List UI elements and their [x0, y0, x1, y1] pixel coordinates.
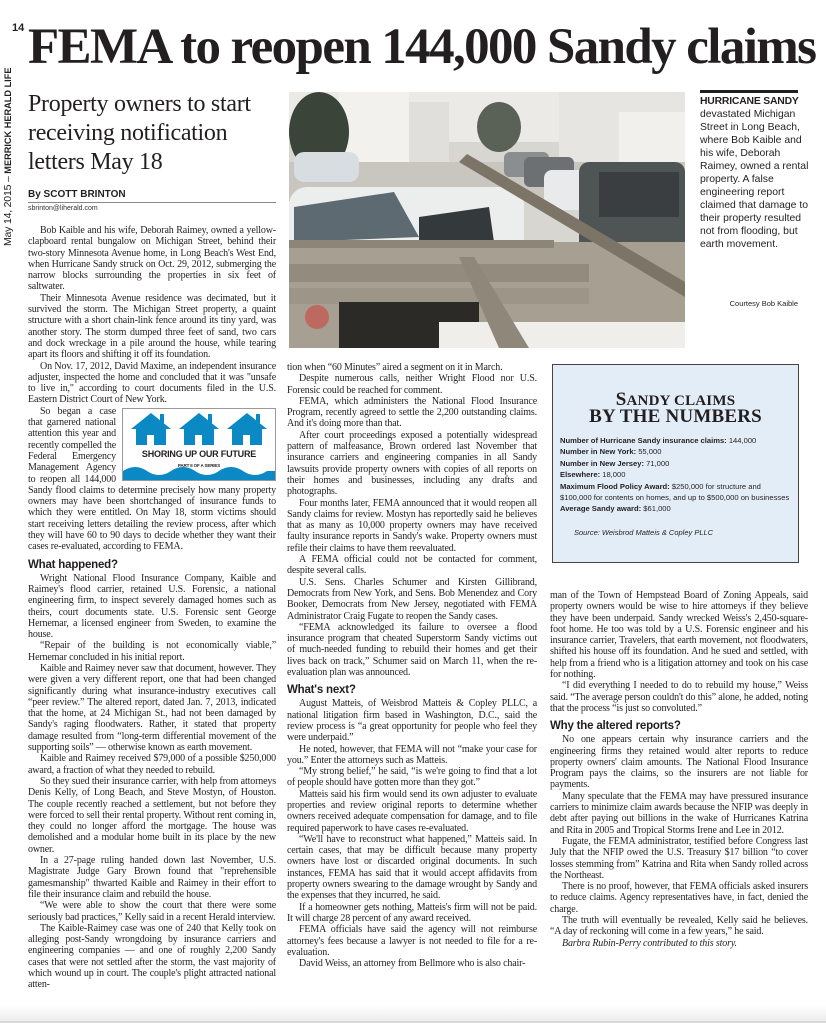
paragraph: Wright National Flood Insurance Company, Kaible and Raimey's flood carrier, retained U.S. Forensic, a national engineering firm, to inspect severely damaged homes such as theirs, court documents state. U.S. Forensic sent George Hernemar, a licensed engineer from Sweden, to examine the house. — [28, 572, 276, 641]
series-logo-title: SHORING UP OUR FUTURE — [141, 448, 257, 459]
byline: By SCOTT BRINTON — [28, 189, 276, 203]
factbox-title: SANDY CLAIMS BY THE NUMBERS — [589, 389, 762, 427]
factbox-list — [560, 435, 792, 515]
paragraph: There is no proof, however, that FEMA officials asked insurers to reduce claims. Agency representatives have, in fact, denied the charge. — [550, 881, 808, 915]
paragraph: David Weiss, an attorney from Bellmore who is also chair- — [299, 958, 526, 970]
paragraph: man of the Town of Hempstead Board of Zoning Appeals, said property owners would be wise to hire attorneys if they believe they have been underpaid. Sandy wrecked Weiss's 2,450-square-foot home. He too was told by a U.S. Forensic engineer and his insurance carrier, Travelers, that earth movement, not floodwaters, shifted his house off its foundation. And he sued and settled, with help from a friend who is a litigation attorney and took on his case for nothing. — [550, 590, 808, 681]
folio-publication: MERRICK HERALD LIFE — [3, 67, 13, 174]
paragraph: Kaible and Raimey never saw that document, however. They were given a very different report, one that had been changed significantly during what insurance-industry executives call “peer review.” The altered report, dated Jan. 7, 2013, indicated that the home, at 24 Michigan St., had not been damaged by Sandy's raging floodwaters. Rather, it stated that property damage resulted from “long-term differential movement of the supporting soils” — otherwise known as earth movement. — [28, 662, 276, 754]
paragraph: So began a case that garnered national attention this year and recently compelled the Federal Emergency Management Agency to reopen all 144,000 Sandy flood claims to determine precisely how many property owners may have been shortchanged of insurance funds to which they were entitled. On May 18, storm victims should start receiving letters detailing the review process, after which they will have 60 to 90 days to decide whether they want their cases re-evaluated, according to FEMA. — [28, 405, 276, 553]
section-heading: What happened? — [28, 558, 118, 571]
page-number: 14 — [12, 22, 25, 34]
paragraph: tion when “60 Minutes” aired a segment on it in March. — [287, 362, 503, 373]
paragraph: “FEMA acknowledged its failure to oversee a flood insurance program that cheated Superstorm Sandy victims out of much-needed funding to rebuild their homes and get their lives back on track,” Schumer said on March 11, when the re-evaluation plan was announced. — [287, 621, 537, 679]
caption-rule — [700, 90, 798, 93]
sandy-claims-factbox — [552, 364, 799, 563]
subheadline: Property owners to start receiving notification letters May 18 — [28, 91, 251, 175]
paragraph: The truth will eventually be revealed, Kelly said he believes. “A day of reckoning will come in a few years,” he said. — [550, 915, 808, 938]
paragraph: If a homeowner gets nothing, Matteis's firm will not be paid. It will charge 28 percent of any award received. — [287, 901, 537, 924]
hurricane-damage-photo — [289, 92, 685, 348]
paragraph: Fugate, the FEMA administrator, testified before Congress last July that the NFIP owed the U.S. Treasury $17 billion “to cover losses stemming from” Katrina and Rita when Sandy rolled across the Northeast. — [550, 835, 808, 881]
paragraph: No one appears certain why insurance carriers and the engineering firms they retained would alter reports to reduce property owners' claim amounts. The National Flood Insurance Program pays the claims, so the insurers are not liable for payments. — [550, 734, 808, 791]
factbox-source: Source: Weisbrod Matteis & Copley PLLC — [574, 527, 714, 537]
factbox-item: Number in New York: 55,000 — [560, 447, 662, 457]
series-logo-subtitle: PART II OF A SERIES — [177, 462, 221, 468]
article-column-3 — [550, 590, 808, 949]
paragraph: Their Minnesota Avenue residence was decimated, but it survived the storm. The Michigan Street property, a quaint structure with a short chain-link fence around its tiny yard, was another story. The storm dumped three feet of sand, two cars and dock wreckage in a pile around the house, while tearing apart its floors and shifting it off its foundation. — [28, 292, 276, 361]
photo-caption — [700, 95, 810, 251]
folio-date: May 14, 2015 – — [2, 173, 14, 246]
paragraph: A FEMA official could not be contacted for comment, despite several calls. — [287, 554, 537, 577]
article-column-2 — [287, 362, 537, 969]
paragraph: August Matteis, of Weisbrod Matteis & Copley PLLC, a national litigation firm based in Washington, D.C., said the review process is “a great opportunity for people who feel they were underpaid.” — [287, 698, 537, 744]
paragraph: “We were able to show the court that there were some seriously bad practices,” Kelly said in a recent Herald interview. — [28, 900, 276, 923]
paragraph: He noted, however, that FEMA will not “make your case for you.” Enter the attorneys such as Matteis. — [287, 743, 537, 766]
paragraph: After court proceedings exposed a potentially widespread pattern of malfeasance, Brown ordered last November that insurance carriers and engineering companies in all Sandy lawsuits provide property owners with copies of all reports on their homes and businesses, including any drafts and photographs. — [287, 429, 537, 498]
paragraph: Matteis said his firm would send its own adjuster to evaluate properties and review original reports to determine whether owners received adequate compensation for damage, and to file required paperwork to have cases re-evaluated. — [287, 788, 537, 834]
contributor-credit: Barbra Rubin-Perry contributed to this story. — [562, 937, 737, 949]
caption-lead: HURRICANE SANDY — [700, 96, 799, 107]
paragraph: The Kaible-Raimey case was one of 240 that Kelly took on alleging post-Sandy wrongdoing by insurance carriers and engineering companies — and one of roughly 2,200 Sandy cases that were not settled after the storm, the vast majority of which wound up in court. The couple's plight attracted national atten- — [28, 922, 276, 991]
series-logo — [122, 408, 276, 481]
paragraph: FEMA officials have said the agency will not reimburse attorney's fees because a lawyer is not needed to file for a re-evaluation. — [287, 924, 537, 958]
factbox-item: Number in New Jersey: 71,000 — [560, 458, 670, 468]
photo-credit: Courtesy Bob Kaible — [729, 299, 798, 308]
article-column-1 — [28, 225, 276, 991]
factbox-item: Number of Hurricane Sandy insurance claims: 144,000 — [560, 436, 757, 445]
paragraph: U.S. Sens. Charles Schumer and Kirsten Gillibrand, Democrats from New York, and Sens. Bob Menendez and Cory Booker, Democrats from New Jersey, negotiated with FEMA Administrator Craig Fugate to reopen the Sandy cases. — [287, 576, 537, 622]
paragraph: In a 27-page ruling handed down last November, U.S. Magistrate Judge Gary Brown found that "reprehensible gamesmanship" thwarted Kaible and Raimey in their effort to file their insurance claim and rebuild the house. — [28, 855, 276, 900]
paragraph: Kaible and Raimey received $79,000 of a possible $250,000 award, a fraction of what they needed to rebuild. — [28, 753, 276, 776]
photo-illustration — [289, 92, 685, 348]
caption-text: devastated Michigan Street in Long Beach, where Bob Kaible and his wife, Deborah Raimey, owned a rental property. A false engineering report claimed that damage to their property resulted not from flooding, but earth movement. — [700, 109, 809, 250]
paragraph: Despite numerous calls, neither Wright Flood nor U.S. Forensic could be reached for comment. — [287, 373, 537, 396]
paragraph: “I did everything I needed to do to rebuild my house,” Weiss said. “The average person couldn't do this” alone, he added, noting that the process “is just so convoluted.” — [550, 680, 808, 714]
paragraph: “Repair of the building is not economically viable,” Hernemar concluded in his initial report. — [28, 640, 276, 663]
factbox-item: Average Sandy award: $61,000 — [560, 504, 671, 514]
paragraph: Bob Kaible and his wife, Deborah Raimey, owned a yellow-clapboard rental bungalow on Michigan Street, behind their two-story Minnesota Avenue home, in Long Beach's West End, when Hurricane Sandy struck on Oct. 29, 2012, submerging the narrow blocks surrounding the properties in six feet of saltwater. — [28, 225, 276, 293]
paragraph: “We'll have to reconstruct what happened,” Matteis said. In certain cases, that may be difficult because many property owners have lost or discarded original documents. In such instances, FEMA has said that it would accept affidavits from property owners swearing to the damage wrought by Sandy and the expenses that they incurred, he said. — [287, 833, 537, 902]
paragraph: On Nov. 17, 2012, David Maxime, an independent insurance adjuster, inspected the home and concluded that it was "unsafe to live in," according to court documents filed in the U.S. Eastern District Court of New York. — [28, 360, 276, 406]
page-bottom-edge — [0, 1005, 826, 1023]
section-heading: What's next? — [287, 684, 356, 697]
factbox-item: Elsewhere: 18,000 — [560, 470, 626, 480]
paragraph: So they sued their insurance carrier, with help from attorneys Denis Kelly, of Long Beach, and Steve Mostyn, of Houston. The couple recently reached a settlement, but not before they were forced to sell their rental property. Without rent coming in, they could no longer afford the mortgage. The house was demolished and a modular home built in its place by the new owner. — [28, 775, 276, 855]
paragraph: Many speculate that the FEMA may have pressured insurance carriers to minimize claim awards because the NFIP was deeply in debt after paying out billions in the wake of Hurricanes Katrina and Rita in 2005 and Tropical Storms Irene and Lee in 2012. — [550, 790, 808, 836]
headline: FEMA to reopen 144,000 Sandy claims — [28, 19, 816, 75]
section-heading: Why the altered reports? — [550, 720, 681, 733]
factbox-item: Maximum Flood Policy Award: $250,000 for structure and $100,000 for contents on homes, and up to $500,000 on businesses — [560, 481, 790, 503]
paragraph: Four months later, FEMA announced that it would reopen all Sandy claims for review. Mostyn has reportedly said he believes that as many as 10,000 property owners may have received faulty insurance reports in Sandy's wake. Property owners must refile their claims to have them reevaluated. — [287, 497, 537, 554]
paragraph: FEMA, which administers the National Flood Insurance Program, recently agreed to settle the 2,200 outstanding claims. And it's doing more than that. — [287, 395, 537, 430]
author-email[interactable]: sbrinton@liherald.com — [28, 205, 98, 212]
folio-side-label — [2, 68, 14, 246]
paragraph: “My strong belief,” he said, “is we're going to find that a lot of people should have gotten more than they got.” — [287, 766, 537, 789]
